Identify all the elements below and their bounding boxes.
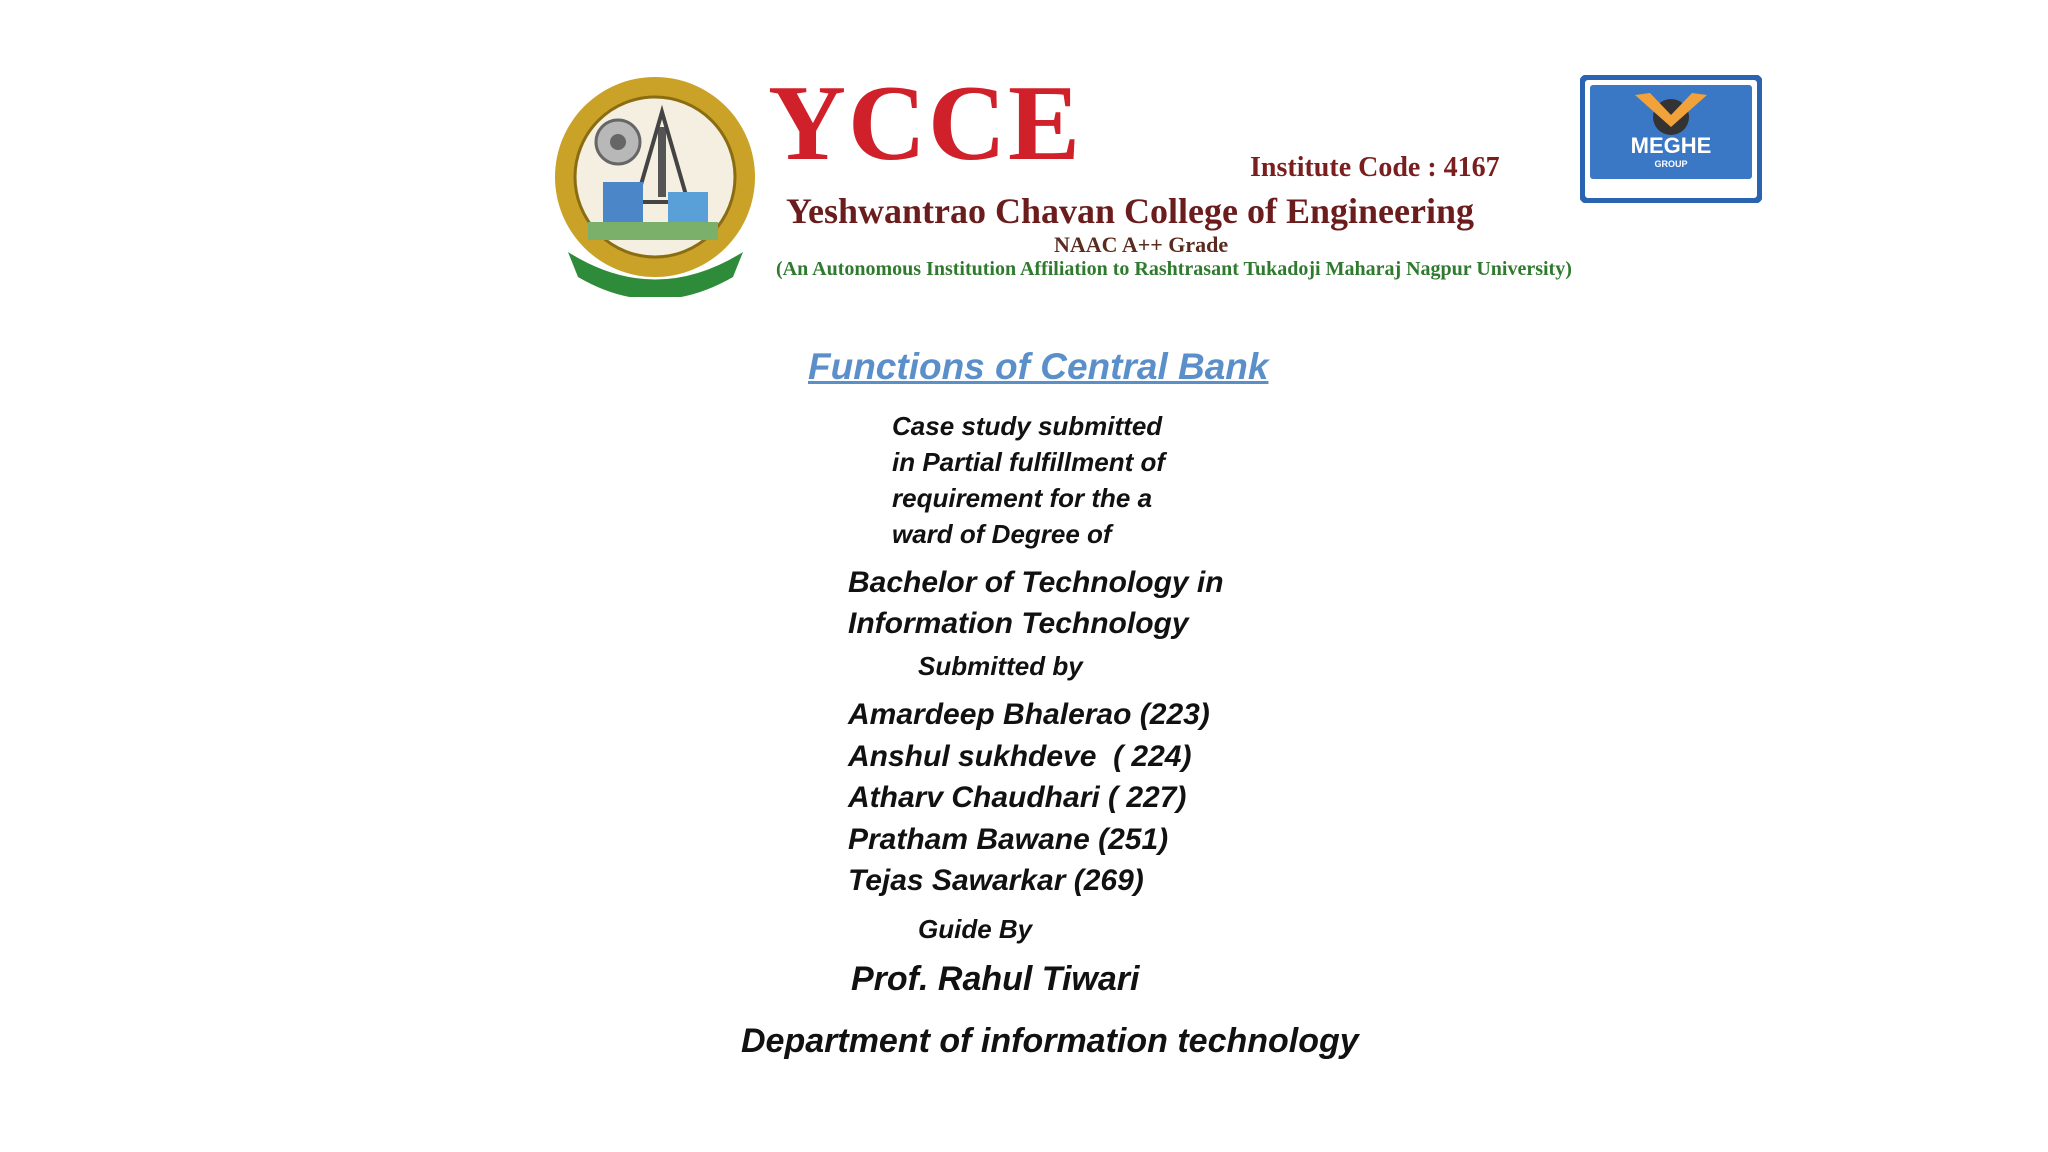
intro-line: ward of Degree of — [892, 519, 1112, 549]
student-item: Pratham Bawane (251) — [848, 822, 1169, 856]
college-seal-icon — [548, 72, 763, 297]
submitted-by-label: Submitted by — [918, 651, 1083, 681]
naac-grade: NAAC A++ Grade — [1054, 232, 1229, 257]
student-item: Anshul sukhdeve ( 224) — [848, 739, 1192, 773]
intro-text — [892, 408, 1165, 552]
student-item: Atharv Chaudhari ( 227) — [848, 781, 1187, 814]
student-item: Tejas Sawarkar (269) — [848, 864, 1144, 897]
college-acronym: YCCE — [768, 64, 1083, 183]
intro-line: Case study submitted — [892, 411, 1163, 441]
college-name: Yeshwantrao Chavan College of Engineering — [786, 191, 1475, 231]
degree-line: Bachelor of Technology in — [848, 566, 1224, 599]
document-title: Functions of Central Bank — [808, 346, 1269, 387]
student-item: Amardeep Bhalerao (223) — [848, 698, 1210, 731]
guide-by-label: Guide By — [918, 914, 1033, 944]
student-list — [848, 694, 1210, 902]
svg-text:GROUP: GROUP — [1654, 159, 1688, 169]
institute-code: Institute Code : 4167 — [1250, 152, 1500, 183]
affiliation-text: (An Autonomous Institution Affiliation to Rashtrasant Tukadoji Maharaj Nagpur University) — [776, 258, 1572, 280]
meghe-group-logo — [1580, 75, 1762, 203]
intro-line: in Partial fulfillment of — [892, 447, 1166, 477]
degree-text — [848, 562, 1224, 644]
intro-line: requirement for the a — [892, 483, 1153, 513]
degree-line: Information Technology — [848, 607, 1189, 640]
guide-name: Prof. Rahul Tiwari — [851, 960, 1140, 998]
department-name: Department of information technology — [741, 1022, 1359, 1060]
svg-text:MEGHE: MEGHE — [1630, 133, 1712, 158]
